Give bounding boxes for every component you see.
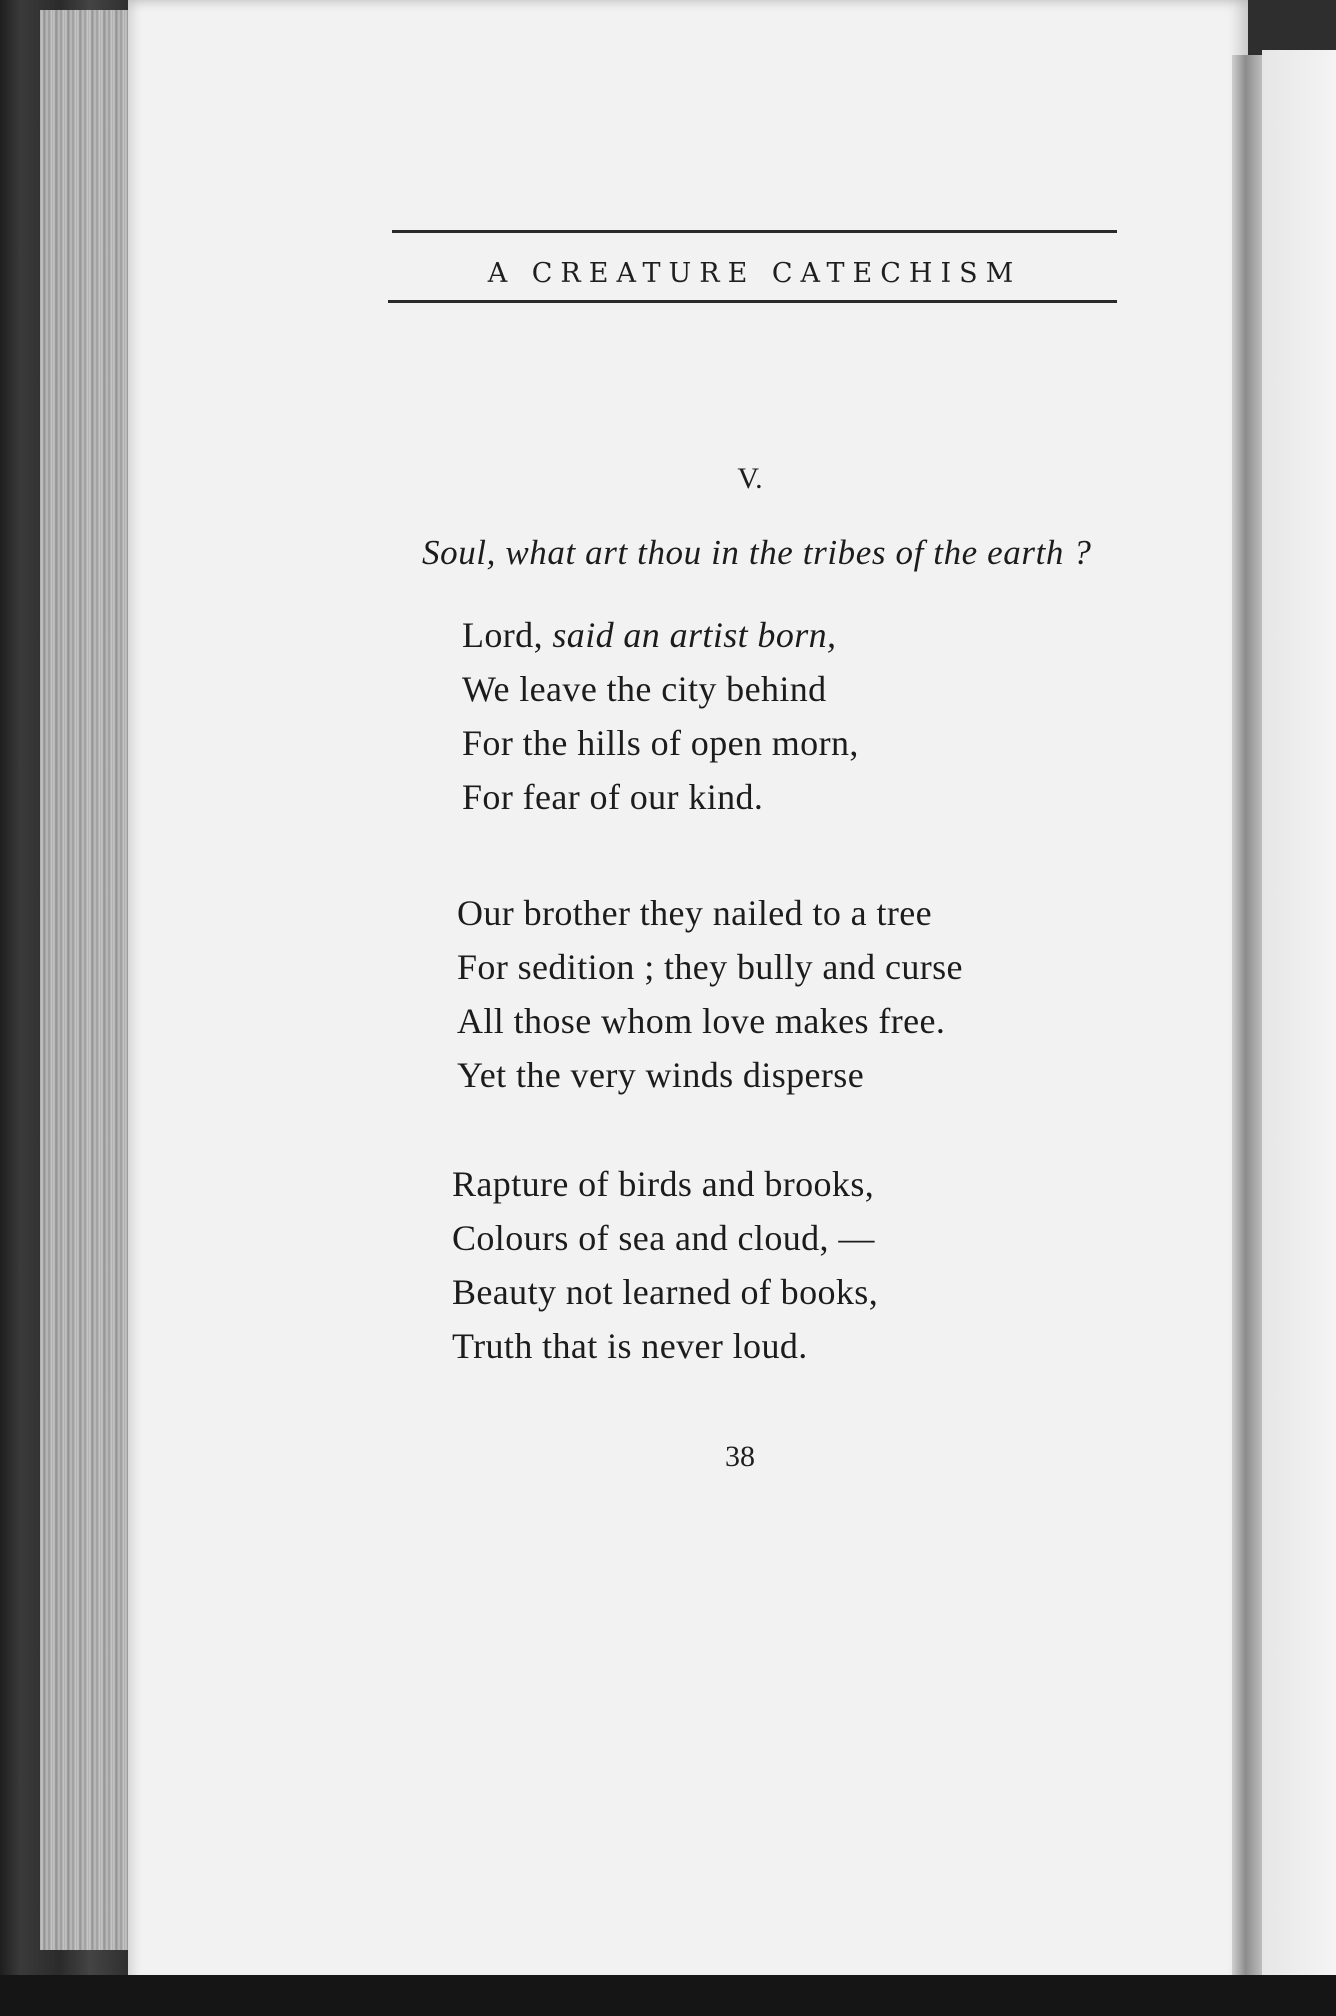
stanza-2 xyxy=(457,886,1057,1102)
poem-line: For sedition ; they bully and curse xyxy=(457,947,963,987)
poem-line: Yet the very winds disperse xyxy=(457,1055,865,1095)
page-number: 38 xyxy=(725,1440,755,1473)
running-head-title: A CREATURE CATECHISM xyxy=(487,258,1022,289)
poem-line: Rapture of birds and brooks, xyxy=(452,1164,875,1204)
poem-line xyxy=(462,608,1062,662)
poem-line: Colours of sea and cloud, — xyxy=(452,1218,875,1258)
section-number: V. xyxy=(737,462,763,495)
poem-line: We leave the city behind xyxy=(462,669,827,709)
poem-line: For fear of our kind. xyxy=(462,777,764,817)
poem-line-italic: said an artist born, xyxy=(552,615,837,655)
running-head-top-rule xyxy=(392,230,1117,233)
stanza-question: Soul, what art thou in the tribes of the earth ? xyxy=(422,533,1092,572)
facing-page-edge xyxy=(1262,50,1336,1990)
page-gutter xyxy=(1232,55,1262,1985)
stanza-1 xyxy=(462,608,1062,824)
bottom-shadow xyxy=(0,1975,1336,2016)
running-head xyxy=(392,230,1117,316)
poem-line: All those whom love makes free. xyxy=(457,1001,946,1041)
poem-line-roman: Lord, xyxy=(462,615,553,655)
stanza-3 xyxy=(452,1157,1052,1373)
poem-line: Our brother they nailed to a tree xyxy=(457,893,933,933)
poem-line: Truth that is never loud. xyxy=(452,1326,808,1366)
poem-line: Beauty not learned of books, xyxy=(452,1272,879,1312)
running-head-bottom-rule xyxy=(388,300,1117,303)
page-edges xyxy=(40,10,135,1950)
poem-line: For the hills of open morn, xyxy=(462,723,859,763)
